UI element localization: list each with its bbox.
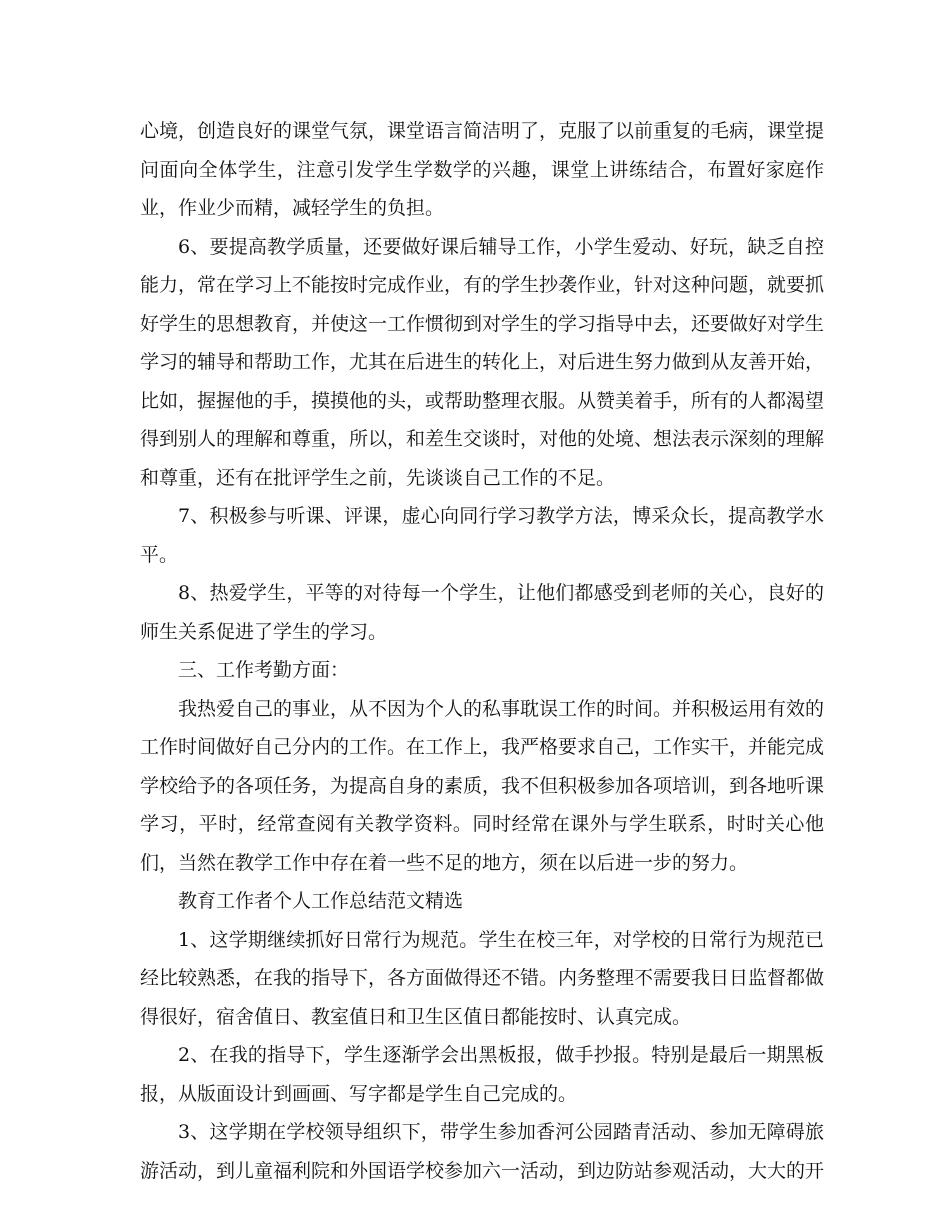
paragraph-summary-item-1: 1、这学期继续抓好日常行为规范。学生在校三年，对学校的日常行为规范已经比较熟悉，在我的指导下，各方面做得还不错。内务整理不需要我日日监督都做得很好，宿舍值日、教室值日和卫生区值日都能按时、认真完成。 [140, 928, 825, 1028]
paragraph-summary-item-2: 2、在我的指导下，学生逐渐学会出黑板报，做手抄报。特别是最后一期黑板报，从版面设计到画画、写字都是学生自己完成的。 [140, 1044, 824, 1105]
paragraph-summary-item-3: 3、这学期在学校领导组织下，带学生参加香河公园踏青活动、参加无障碍旅游活动，到儿童福利院和外国语学校参加六一活动，到边防站参观活动，大大的开 [140, 1121, 825, 1182]
paragraph-item-8: 8、热爱学生，平等的对待每一个学生，让他们都感受到老师的关心，良好的师生关系促进了学生的学习。 [140, 582, 824, 643]
paragraph-continuation: 心境，创造良好的课堂气氛，课堂语言简洁明了，克服了以前重复的毛病，课堂提问面向全体学生，注意引发学生学数学的兴趣，课堂上讲练结合，布置好家庭作业，作业少而精，减轻学生的负担。 [140, 120, 825, 219]
paragraph-item-7: 7、积极参与听课、评课，虚心向同行学习教学方法，博采众长，提高教学水平。 [140, 505, 824, 566]
paragraph-attendance: 我热爱自己的事业，从不因为个人的私事耽误工作的时间。并积极运用有效的工作时间做好自己分内的工作。在工作上，我严格要求自己，工作实干，并能完成学校给予的各项任务，为提高自身的素质，我不但积极参加各项培训，到各地听课学习，平时，经常查阅有关教学资料。同时经常在课外与学生联系，时时关心他们，当然在教学工作中存在着一些不足的地方，须在以后进一步的努力。 [140, 697, 825, 874]
section-heading-summary: 教育工作者个人工作总结范文精选 [178, 890, 464, 912]
paragraph-item-6: 6、要提高教学质量，还要做好课后辅导工作，小学生爱动、好玩，缺乏自控能力，常在学习上不能按时完成作业，有的学生抄袭作业，针对这种问题，就要抓好学生的思想教育，并使这一工作惯彻到对学生的学习指导中去，还要做好对学生学习的辅导和帮助工作，尤其在后进生的转化上，对后进生努力做到从友善开始，比如，握握他的手，摸摸他的头，或帮助整理衣服。从赞美着手，所有的人都渴望得到别人的理解和尊重，所以，和差生交谈时，对他的处境、想法表示深刻的理解和尊重，还有在批评学生之前，先谈谈自己工作的不足。 [140, 235, 825, 489]
section-heading-attendance: 三、工作考勤方面： [178, 659, 350, 681]
document-body [140, 112, 824, 1190]
